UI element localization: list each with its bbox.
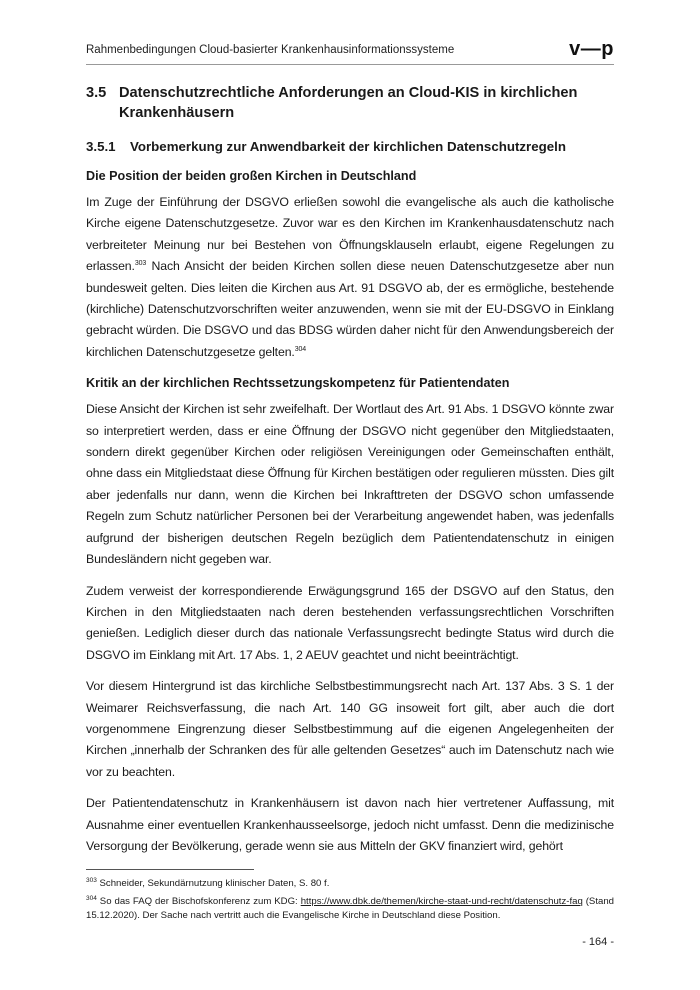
footnote-text: So das FAQ der Bischofskonferenz zum KDG: — [96, 895, 301, 907]
footnote-number: 303 — [86, 876, 97, 884]
footnote-text: (Stand 15.12.2020). Der Sache nach vertritt auch die Evangelische Kirche in Deutschland diese Position. — [86, 895, 614, 921]
footnote-304 — [86, 895, 614, 923]
section-number: 3.5 — [86, 85, 107, 101]
footnote-303 — [86, 877, 614, 891]
body-paragraph: Diese Ansicht der Kirchen ist sehr zweifelhaft. Der Wortlaut des Art. 91 Abs. 1 DSGVO könnte zwar so interpretiert werden, dass er eine Öffnung der DSGVO nicht gegenüber den Mitgliedstaaten, sondern direkt gegenüber Kirchen oder religiösen Vereinigungen oder Gemeinschaften enthält, ohne dass ein Mitgliedstaat diese Öffnung für Kirchen bestätigen oder regulieren müssten. Dies gilt aber jedenfalls nur dann, wenn die Kirchen bei Inkrafttreten der DSGVO schon umfassende Regeln zum Schutz natürlicher Personen bei der Verarbeitung angewendet haben, was jedenfalls aufgrund der bisherigen deutschen Regeln bezüglich dem Patientendatenschutz in einigen Bundesländern nicht gegeben war. — [86, 402, 614, 567]
paragraph-heading-church-position: Die Position der beiden großen Kirchen in Deutschland — [86, 169, 417, 183]
subsection-title: Vorbemerkung zur Anwendbarkeit der kirchlichen Datenschutzregeln — [130, 139, 566, 154]
running-header — [86, 40, 614, 66]
section-title: Datenschutzrechtliche Anforderungen an Cloud-KIS in kirchlichen Krankenhäusern — [119, 85, 578, 121]
footnote-divider — [86, 869, 254, 870]
body-paragraph: Vor diesem Hintergrund ist das kirchliche Selbstbestimmungsrecht nach Art. 137 Abs. 3 S. 1 der Weimarer Reichsverfassung, die nach Art. 140 GG insoweit fort gilt, aber auch die dort vorgenommene Eingrenzung dieser Selbstbestimmung auf die eigenen Angelegenheiten der Kirchen „innerhalb der Schranken des für alle geltenden Gesetzes“ auch im Datenschutz nach wie vor zu beachten. — [86, 679, 614, 779]
body-paragraph — [86, 192, 614, 363]
footnote-number: 304 — [86, 894, 97, 902]
footnote-link[interactable]: https://www.dbk.de/themen/kirche-staat-und-recht/datenschutz-faq — [300, 895, 583, 907]
footnote-ref-304[interactable]: 304 — [294, 345, 307, 353]
body-paragraph: Zudem verweist der korrespondierende Erwägungsgrund 165 der DSGVO auf den Status, den Kirchen in den Mitgliedstaaten nach deren bestehenden verfassungsrechtlichen Vorschriften genießen. Lediglich dieser durch das nationale Verfassungsrecht bedingte Status wird durch die DSGVO im Einklang mit Art. 17 Abs. 1, 2 AEUV geachtet und nicht beeinträchtigt. — [86, 583, 614, 662]
text-run: Im Zuge der Einführung der DSGVO erließen sowohl die evangelische als auch die katholische Kirche eigene Datenschutzgesetze. Zuvor war es den Kirchen im Krankenhausdatenschutz nach verbreiteter Meinung nur bei Bestehen von Öffnungsklauseln erlaubt, eigene Regelungen zu erlassen. — [86, 195, 614, 274]
footnote-text: Schneider, Sekundärnutzung klinischer Daten, S. 80 f. — [96, 878, 330, 889]
paragraph-heading-criticism: Kritik an der kirchlichen Rechtssetzungskompetenz für Patientendaten — [86, 376, 510, 391]
subsection-number: 3.5.1 — [86, 139, 116, 154]
text-run: Nach Ansicht der beiden Kirchen sollen diese neuen Datenschutzgesetze aber nun bundesweit gelten. Dies leiten die Kirchen aus Art. 91 DSGVO ab, der es ermögliche, bestehende (kirchliche) Datenschutzvorschriften weiter anzuwenden, wenn sie mit der EU-DSGVO in Einklang gebracht würden. Die DSGVO und das BDSG würden daher nicht für den Anwendungsbereich der kirchlichen Datenschutzgesetze gelten. — [86, 259, 614, 359]
header-divider — [86, 64, 614, 65]
page-body — [86, 80, 614, 867]
publisher-logo: v—p — [569, 38, 614, 60]
running-header-title: Rahmenbedingungen Cloud-basierter Krankenhausinformationssysteme — [86, 44, 455, 56]
page-number: - 164 - — [582, 936, 614, 948]
subsection-heading — [86, 137, 614, 157]
body-paragraph: Der Patientendatenschutz in Krankenhäusern ist davon nach hier vertretener Auffassung, mit Ausnahme einer eventuellen Krankenhausseelsorge, jedoch nicht umfasst. Denn die medizinische Versorgung der Bevölkerung, gerade wenn sie aus Mitteln der GKV finanziert wird, gehört — [86, 796, 614, 853]
footnotes — [86, 869, 614, 926]
section-heading — [86, 83, 614, 123]
footnote-ref-303[interactable]: 303 — [134, 260, 147, 268]
